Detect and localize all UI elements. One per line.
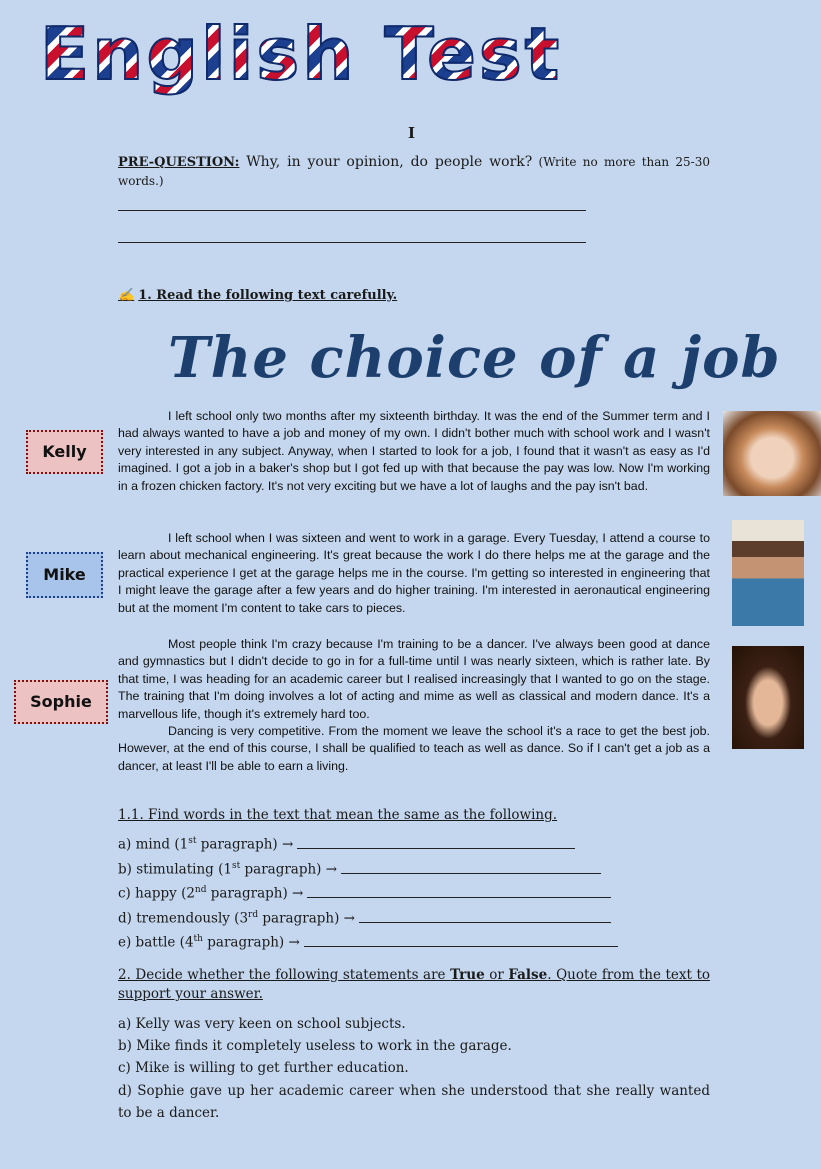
ordinal-suffix: st <box>188 836 197 846</box>
pre-question-label: PRE-QUESTION: <box>118 155 240 170</box>
question-2-heading <box>118 966 710 1004</box>
paragraph-text: I left school when I was sixteen and went to work in a garage. Every Tuesday, I attend a course to learn about mechanical engineering. It's great because the work I do there helps me at the garage and the practical experience I get at the garage helps me in the course. I'm getting so interested in engineering that I might leave the garage after a few years and do higher training. I'm interested in aeronautical engineering but at the moment I'm content to take cars to pieces. <box>118 531 710 615</box>
pre-question-text: Why, in your opinion, do people work? <box>239 154 533 170</box>
true-word: True <box>450 967 485 983</box>
paragraph-text: Most people think I'm crazy because I'm training to be a dancer. I've always been good at dance and gymnastics but I didn't decide to go in for a full-time until I was nearly sixteen, which is rather late. By that time, I was heading for an academic career but I realised increasingly that I wanted to go on the stage. The training that I'm doing involves a lot of acting and mime as well as classical and modern dance. It's a marvellous life, though it's extremely hard too. <box>118 637 710 721</box>
answer-blank[interactable] <box>359 910 611 923</box>
ordinal-suffix: th <box>193 934 203 944</box>
mike-photo <box>732 520 804 626</box>
paragraph-mike <box>118 530 710 617</box>
text-title: The choice of a job <box>168 325 781 391</box>
question-2-text: 2. Decide whether the following statements are <box>118 967 451 983</box>
question-2-instruction: . Quote from the text to support your answer. <box>118 967 710 1002</box>
vocab-item-paragraph: paragraph) → <box>206 885 304 902</box>
task-1-heading <box>118 288 397 303</box>
paragraph-kelly <box>118 408 710 495</box>
name-tag-kelly: Kelly <box>26 430 103 474</box>
pre-question-instruction: (Write no more than 25-30 words.) <box>118 155 710 188</box>
sophie-photo <box>732 646 804 749</box>
page-title: English Test <box>40 14 790 94</box>
vocab-item-word: c) happy (2 <box>118 885 195 902</box>
vocab-item <box>118 927 618 955</box>
section-numeral: I <box>408 124 416 142</box>
vocab-item-word: e) battle (4 <box>118 934 194 951</box>
vocab-item <box>118 829 575 857</box>
vocab-item-word: d) tremendously (3 <box>118 910 249 927</box>
statement-item: d) Sophie gave up her academic career when she understood that she really wanted to be a dancer. <box>118 1083 710 1121</box>
statement-item: c) Mike is willing to get further education. <box>118 1060 409 1076</box>
question-1-1-heading: 1.1. Find words in the text that mean the same as the following. <box>118 807 558 823</box>
ordinal-suffix: rd <box>248 910 259 920</box>
paragraph-sophie <box>118 636 710 775</box>
statement-item: b) Mike finds it completely useless to work in the garage. <box>118 1038 512 1054</box>
kelly-photo <box>723 411 821 496</box>
ordinal-suffix: nd <box>194 885 207 895</box>
answer-line[interactable] <box>118 242 586 243</box>
vocab-item <box>118 878 611 906</box>
answer-blank[interactable] <box>307 885 611 898</box>
name-tag-mike: Mike <box>26 552 103 598</box>
vocab-item-paragraph: paragraph) → <box>196 836 294 853</box>
false-word: False <box>508 967 548 983</box>
statement-item: a) Kelly was very keen on school subjects. <box>118 1016 406 1032</box>
paragraph-text: Dancing is very competitive. From the moment we leave the school it's a race to get the best job. However, at the end of this course, I shall be qualified to teach as well as dance. So if I can't get a job as a dancer, at least I'll be able to earn a living. <box>118 724 710 773</box>
vocab-item-paragraph: paragraph) → <box>258 910 355 927</box>
or-word: or <box>484 967 509 983</box>
answer-blank[interactable] <box>304 934 618 947</box>
name-tag-sophie: Sophie <box>14 680 108 724</box>
vocab-item-word: b) stimulating (1 <box>118 861 232 878</box>
paragraph-text: I left school only two months after my sixteenth birthday. It was the end of the Summer term and I had always wanted to have a job and money of my own. I didn't bother much with school work and I wasn't very interested in any subject. Anyway, when I started to look for a job, I found that it wasn't as easy as I'd imagined. I got a job in a baker's shop but I got fed up with that because the pay was low. Now I'm working in a frozen chicken factory. It's not very exciting but we have a lot of laughs and the pay isn't bad. <box>118 409 710 493</box>
vocab-item-paragraph: paragraph) → <box>202 934 300 951</box>
task-1-label: 1. Read the following text carefully. <box>138 288 398 303</box>
answer-blank[interactable] <box>341 861 601 874</box>
pre-question <box>118 153 710 191</box>
vocab-item-word: a) mind (1 <box>118 836 189 853</box>
answer-line[interactable] <box>118 210 586 211</box>
vocab-item-paragraph: paragraph) → <box>240 861 338 878</box>
ordinal-suffix: st <box>231 861 241 871</box>
pencil-icon: ✍ <box>118 288 135 303</box>
answer-blank[interactable] <box>297 836 575 849</box>
